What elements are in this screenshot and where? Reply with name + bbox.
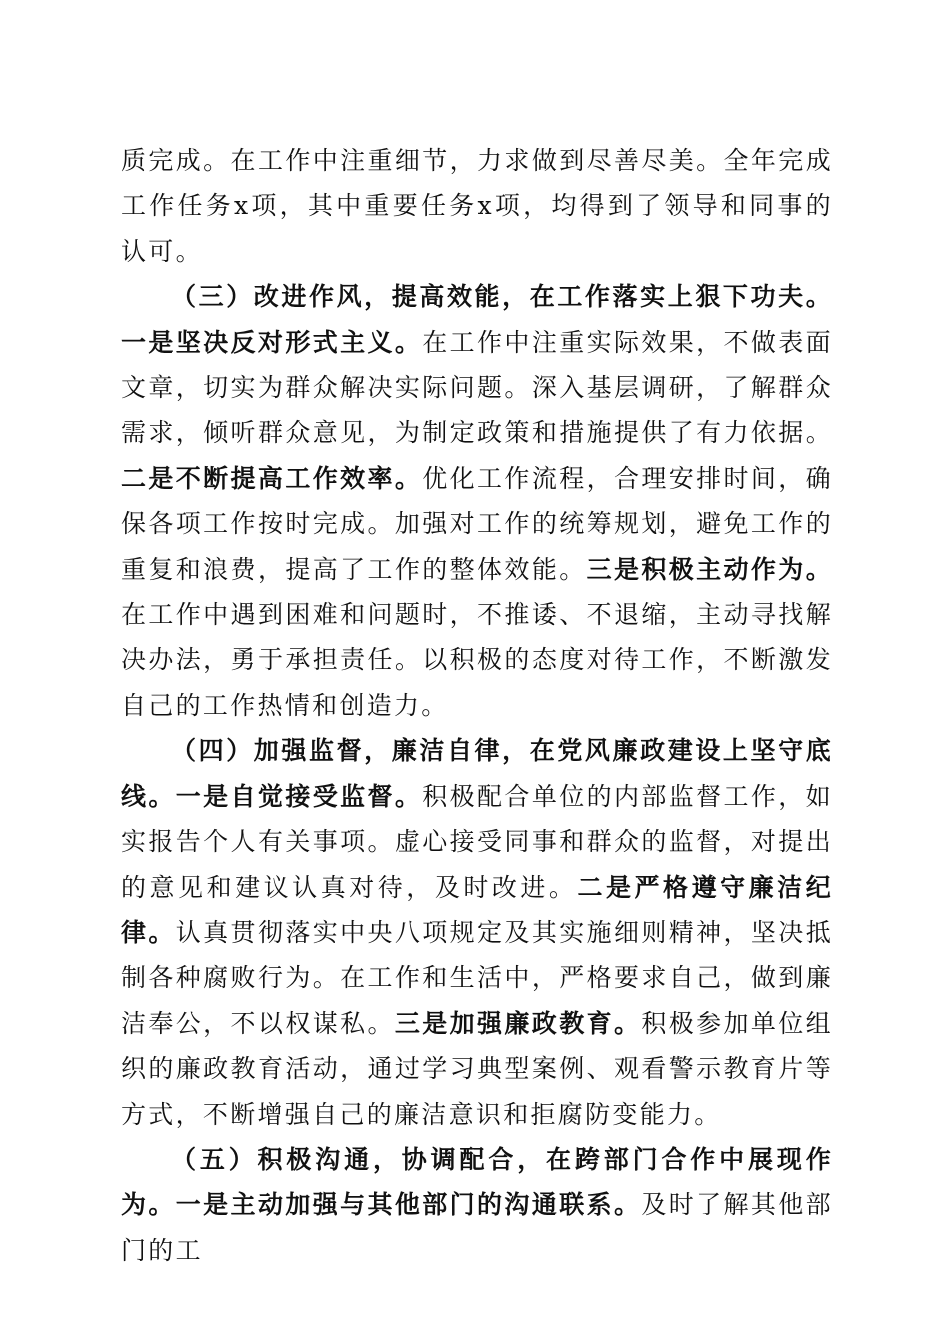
point-heading: 二是不断提高工作效率。	[121, 463, 423, 493]
text-run: 认真贯彻落实中央八项规定及其实施细则精神，坚决抵制各种腐败行为。在工作和生活中，严格要求自己，做到廉洁奉公，不以权谋私。	[121, 917, 833, 1038]
point-heading: 一是自觉接受监督。	[175, 781, 423, 811]
paragraph-section-four	[121, 728, 833, 1137]
point-heading: 二是严格遵守廉洁纪律。	[121, 872, 833, 947]
section-heading: （五）积极沟通，协调配合，在跨部门合作中展现作为。	[121, 1144, 833, 1220]
text-run: 积极参加单位组织的廉政教育活动，通过学习典型案例、观看警示教育片等方式，不断增强自己的廉洁意识和拒腐防变能力。	[121, 1008, 833, 1129]
point-heading: 三是积极主动作为。	[586, 554, 833, 584]
text-run: 在工作中遇到困难和问题时，不推诿、不退缩，主动寻找解决办法，勇于承担责任。以积极的态度对待工作，不断激发自己的工作热情和创造力。	[121, 600, 833, 720]
paragraph-continuation	[121, 138, 833, 274]
document-body	[121, 138, 833, 1273]
section-heading: （四）加强监督，廉洁自律，在党风廉政建设上坚守底线。	[121, 736, 833, 811]
text-run: 在工作中注重实际效果，不做表面文章，切实为群众解决实际问题。深入基层调研，了解群众需求，倾听群众意见，为制定政策和措施提供了有力依据。	[121, 327, 833, 448]
point-heading: 三是加强廉政教育。	[394, 1008, 642, 1038]
text-run: 优化工作流程，合理安排时间，确保各项工作按时完成。加强对工作的统筹规划，避免工作的重复和浪费，提高了工作的整体效能。	[121, 463, 833, 584]
paragraph-section-five	[121, 1137, 833, 1273]
point-heading: 一是主动加强与其他部门的沟通联系。	[175, 1190, 642, 1220]
text-run: 及时了解其他部门的工	[121, 1190, 833, 1265]
point-heading: 一是坚决反对形式主义。	[121, 327, 423, 357]
section-heading: （三）改进作风，提高效能，在工作落实上狠下功夫。	[171, 282, 833, 312]
text-run: 积极配合单位的内部监督工作，如实报告个人有关事项。虚心接受同事和群众的监督，对提出的意见和建议认真对待，及时改进。	[121, 781, 833, 902]
text-run: 质完成。在工作中注重细节，力求做到尽善尽美。全年完成工作任务x项，其中重要任务x项，均得到了领导和同事的认可。	[121, 146, 833, 266]
paragraph-section-three	[121, 274, 833, 728]
